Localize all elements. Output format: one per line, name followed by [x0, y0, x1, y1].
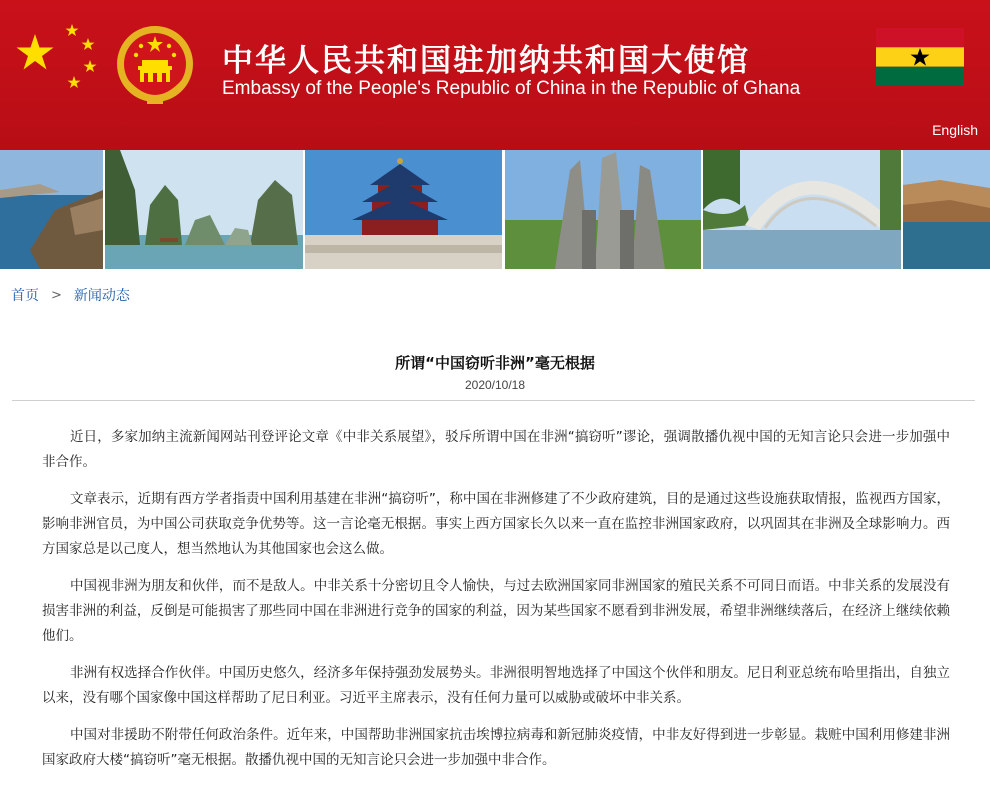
- photo-banner: [0, 150, 990, 269]
- banner-image-arch-bridge: [703, 150, 901, 269]
- article-title: 所谓“中国窃听非洲”毫无根据: [395, 354, 595, 372]
- article-paragraph: 文章表示，近期有西方学者指责中国利用基建在非洲“搞窃听”，称中国在非洲修建了不少政府建筑，目的是通过这些设施获取情报，监视西方国家，影响非洲官员，为中国公司获取竞争优势等。这一言论毫无根据。事实上西方国家长久以来一直在监控非洲国家政府，以巩固其在非洲及全球影响力。西方国家总是以己度人，想当然地认为其他国家也会这么做。: [42, 491, 950, 557]
- banner-image-temple-of-heaven: [305, 150, 502, 269]
- five-stars-icon: [10, 20, 105, 100]
- embassy-title-chinese: 中华人民共和国驻加纳共和国大使馆: [222, 43, 750, 79]
- title-divider: [12, 400, 975, 401]
- article-paragraph: 非洲有权选择合作伙伴。中国历史悠久，经济多年保持强劲发展势头。非洲很明智地选择了中国这个伙伴和朋友。尼日利亚总统布哈里指出，自独立以来，没有哪个国家像中国这样帮助了尼日利亚。习近平主席表示，没有任何力量可以威胁或破坏中非关系。: [42, 665, 950, 706]
- article-paragraph: 中国视非洲为朋友和伙伴，而不是敌人。中非关系十分密切且令人愉快，与过去欧洲国家同非洲国家的殖民关系不可同日而语。中非关系的发展没有损害非洲的利益，反倒是可能损害了那些同中国在非洲进行竞争的国家的利益，因为某些国家不愿看到非洲发展，希望非洲继续落后，在经济上继续依赖他们。: [42, 578, 950, 644]
- embassy-title-english: Embassy of the People's Republic of China in the Republic of Ghana: [222, 78, 801, 99]
- chevron-right-icon: >: [51, 287, 62, 303]
- ghana-flag-icon: [876, 28, 964, 86]
- banner-image-canyon-lake: [903, 150, 990, 269]
- site-header: [0, 0, 990, 150]
- breadcrumb-news-link[interactable]: 新闻动态: [73, 288, 130, 304]
- banner-image-stone-monument: [505, 150, 701, 269]
- article-body: [42, 425, 950, 785]
- breadcrumb: [11, 285, 130, 305]
- breadcrumb-home-link[interactable]: 首页: [11, 288, 39, 304]
- banner-image-coastal-cliffs: [0, 150, 103, 269]
- article-date: 2020/10/18: [464, 378, 526, 392]
- article-paragraph: 中国对非援助不附带任何政治条件。近年来，中国帮助非洲国家抗击埃博拉病毒和新冠肺炎疫情，中非友好得到进一步彰显。栽赃中国利用修建非洲国家政府大楼“搞窃听”毫无根据。散播仇视中国的无知言论只会进一步加强中非合作。: [42, 727, 950, 768]
- english-language-link[interactable]: English: [932, 122, 978, 138]
- banner-image-karst-bay: [105, 150, 303, 269]
- national-emblem-icon: [114, 22, 196, 110]
- article-paragraph: 近日，多家加纳主流新闻网站刊登评论文章《中非关系展望》，驳斥所谓中国在非洲“搞窃听”谬论，强调散播仇视中国的无知言论只会进一步加强中非合作。: [42, 429, 950, 470]
